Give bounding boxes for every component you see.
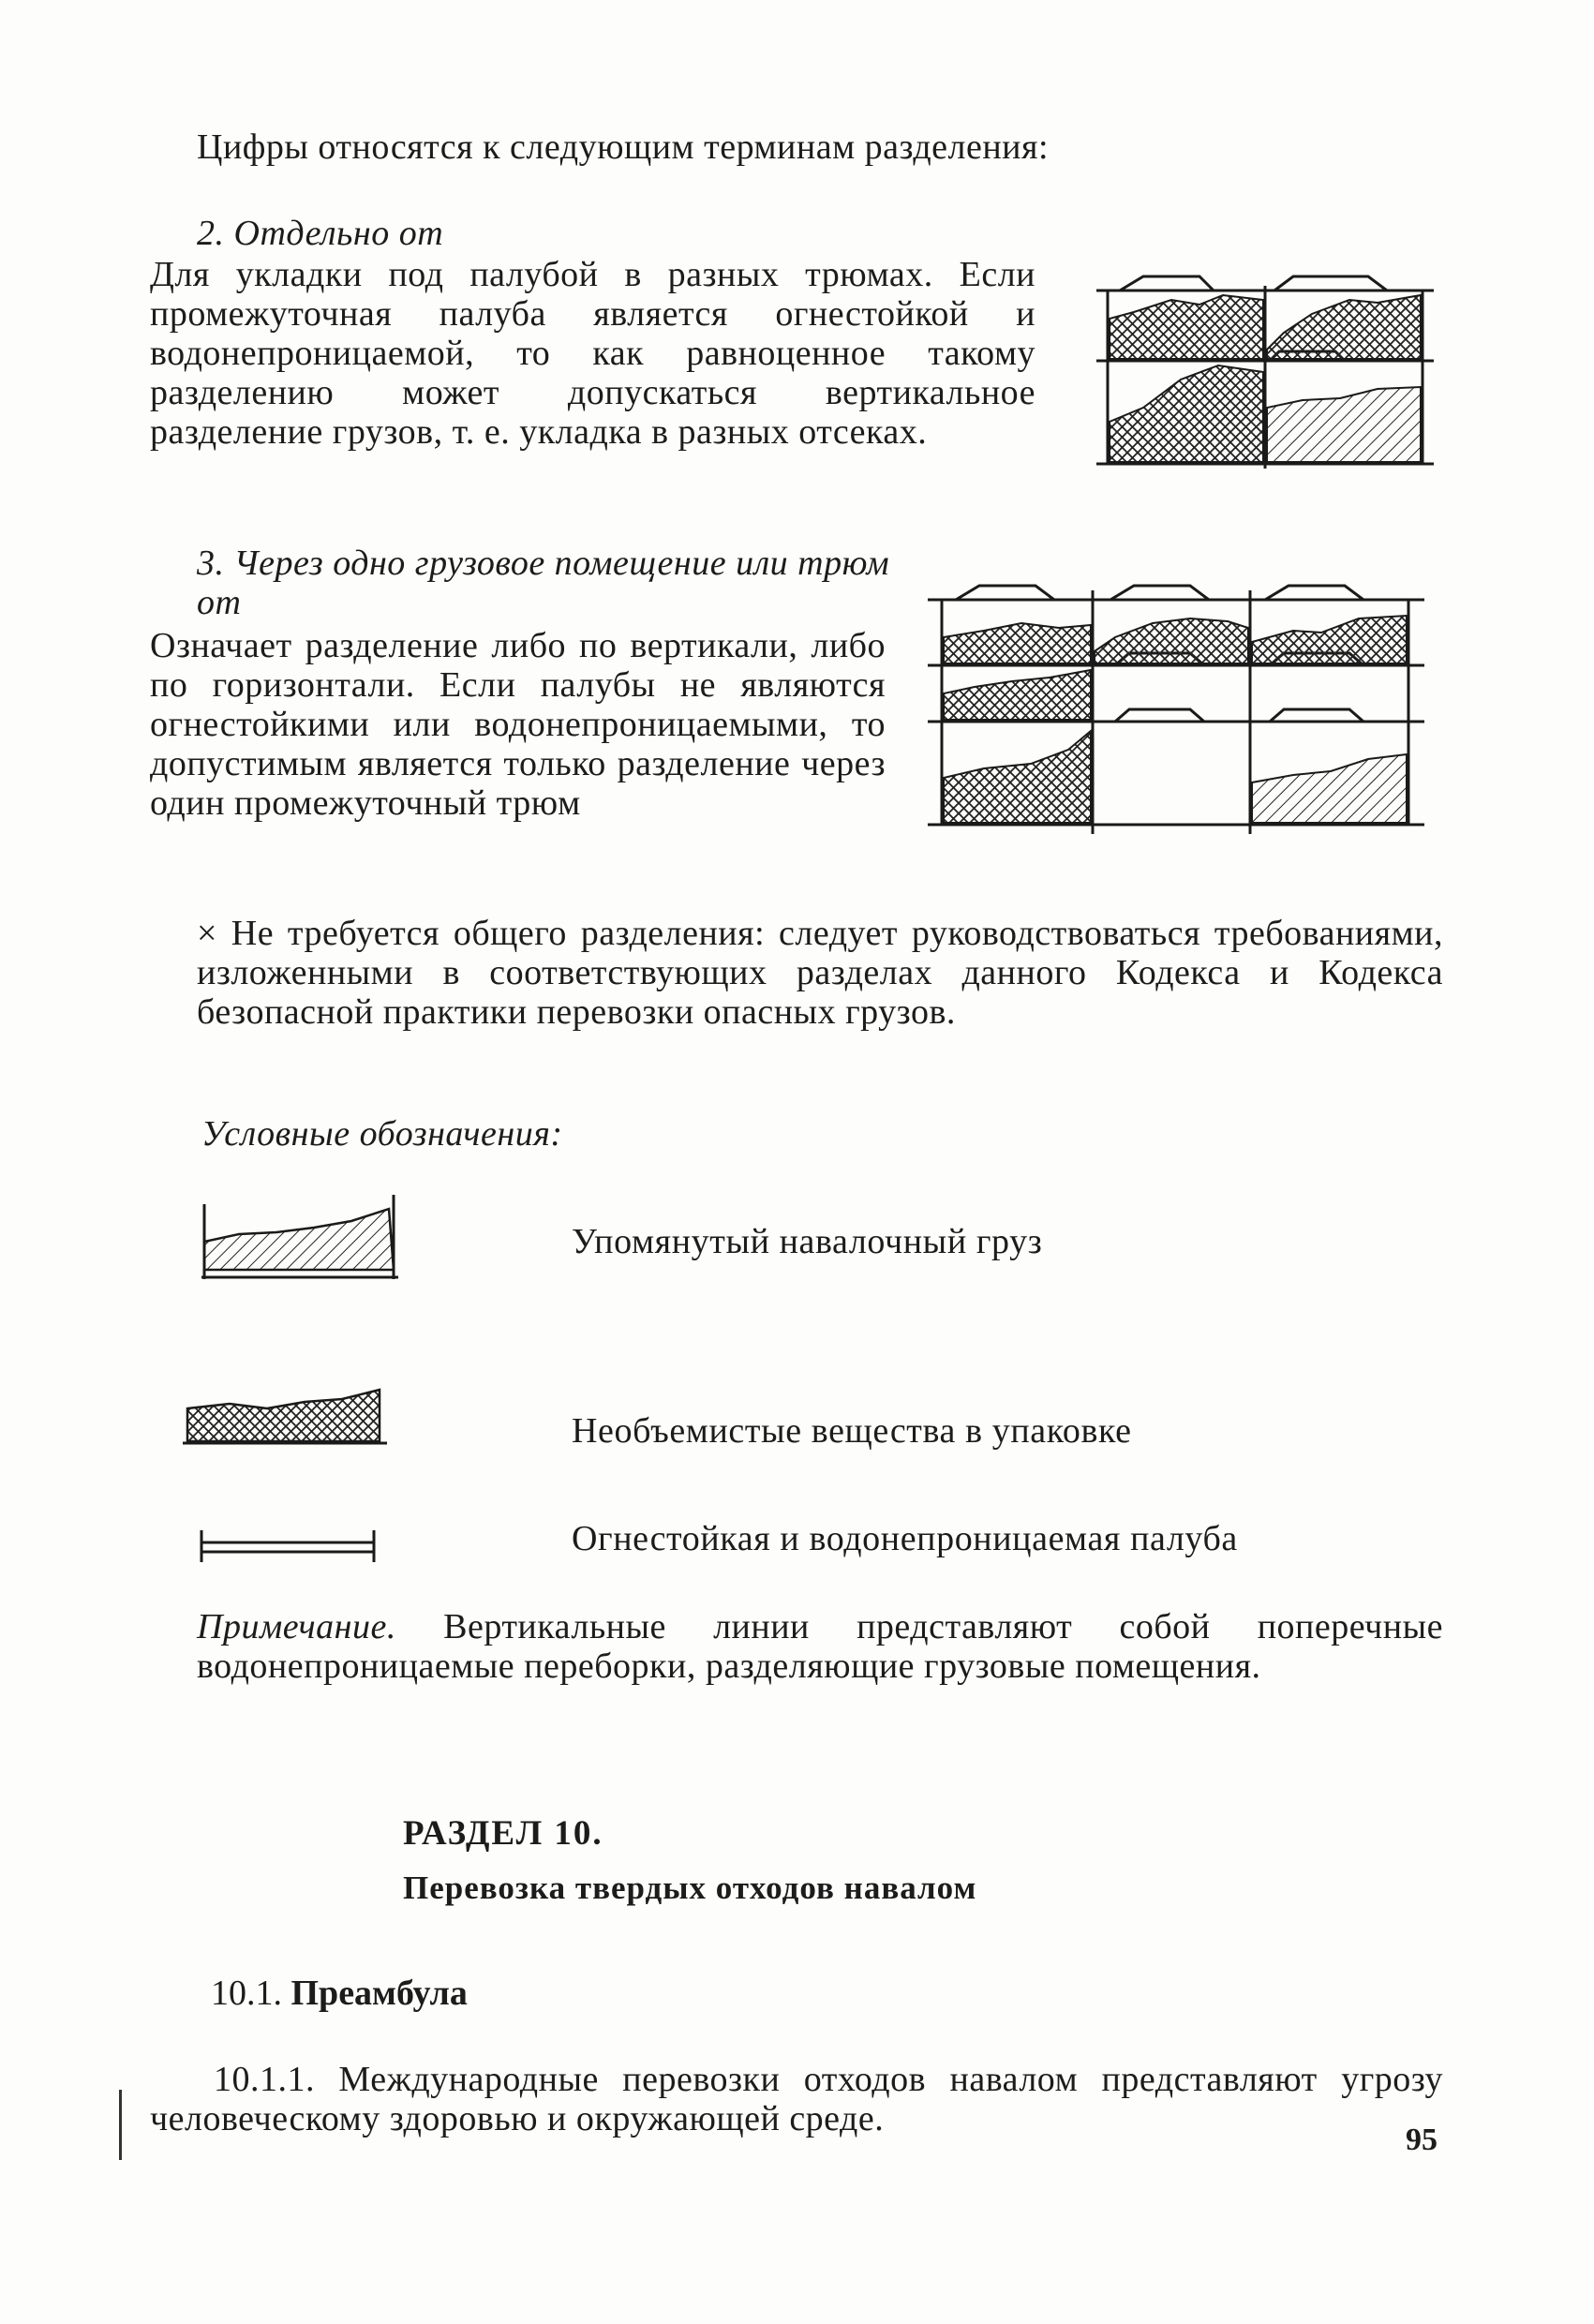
note-paragraph bbox=[197, 1607, 1443, 1686]
legend-title: Условные обозначения: bbox=[201, 1114, 563, 1154]
upper-right-packaged-goods bbox=[1267, 295, 1421, 359]
legend-label-packaged-goods: Необъемистые вещества в упаковке bbox=[572, 1411, 1132, 1451]
bulk-cargo-hatch-icon bbox=[201, 1195, 398, 1289]
legend-label-fire-resistant-deck: Огнестойкая и водонепроницаемая палуба bbox=[572, 1519, 1238, 1558]
lower-left-packaged-goods bbox=[1110, 365, 1263, 462]
intro-line: Цифры относятся к следующим терминам разделения: bbox=[197, 127, 1050, 167]
note-text: Вертикальные линии представляют собой поперечные водонепроницаемые переборки, разделяющие грузовые помещения. bbox=[197, 1607, 1443, 1686]
packaged-goods-crosshatch-icon bbox=[183, 1385, 389, 1451]
hold-1-lower-packaged bbox=[944, 731, 1091, 823]
section-title: Перевозка твердых отходов навалом bbox=[403, 1870, 977, 1906]
paragraph-10-1-1: 10.1.1. Международные перевозки отходов навалом представляют угрозу человеческому здоровью и окружающей среде. bbox=[150, 2060, 1443, 2138]
item-2-body: Для укладки под палубой в разных трюмах. Если промежуточная палуба является огнестойкой и водонепроницаемой, то как равноценное такому разделению может допускаться вертикальное разделение грузов, т. е. укладка в разных отсеках. bbox=[150, 255, 1035, 452]
item-3-body: Означает разделение либо по вертикали, либо по горизонтали. Если палубы не являются огнестойкими или водонепроницаемыми, то допустимым является только разделение через один промежуточный трюм bbox=[150, 626, 886, 823]
item-2-diagram bbox=[1096, 267, 1434, 473]
subsection-heading bbox=[211, 1973, 468, 2014]
fire-resistant-deck-icon bbox=[199, 1527, 377, 1565]
hold-1-upper-packaged bbox=[944, 623, 1091, 663]
item-3-title: 3. Через одно грузовое помещение или трюм от bbox=[197, 544, 890, 622]
hold-1-middle-packaged bbox=[944, 670, 1091, 720]
item-2-title: 2. Отдельно от bbox=[197, 214, 444, 253]
note-label: Примечание. bbox=[197, 1607, 396, 1646]
margin-rule bbox=[119, 2090, 122, 2160]
subsection-number: 10.1. bbox=[211, 1974, 282, 2013]
hold-3-lower-bulk-cargo bbox=[1252, 754, 1407, 823]
item-3-diagram bbox=[928, 576, 1424, 834]
hold-3-upper-packaged bbox=[1252, 616, 1407, 663]
legend-label-bulk-cargo: Упомянутый навалочный груз bbox=[572, 1222, 1043, 1261]
no-segregation-text: × Не требуется общего разделения: следует руководствоваться требованиями, изложенными в соответствующих разделах данного Кодекса и Кодекса безопасной практики перевозки опасных грузов. bbox=[197, 914, 1443, 1032]
section-number: РАЗДЕЛ 10. bbox=[403, 1814, 603, 1853]
hold-2-upper-packaged bbox=[1095, 618, 1248, 663]
subsection-title: Преамбула bbox=[290, 1974, 468, 2013]
page-number: 95 bbox=[1406, 2123, 1438, 2157]
lower-right-bulk-cargo bbox=[1267, 387, 1421, 462]
upper-left-packaged-goods bbox=[1110, 295, 1263, 359]
